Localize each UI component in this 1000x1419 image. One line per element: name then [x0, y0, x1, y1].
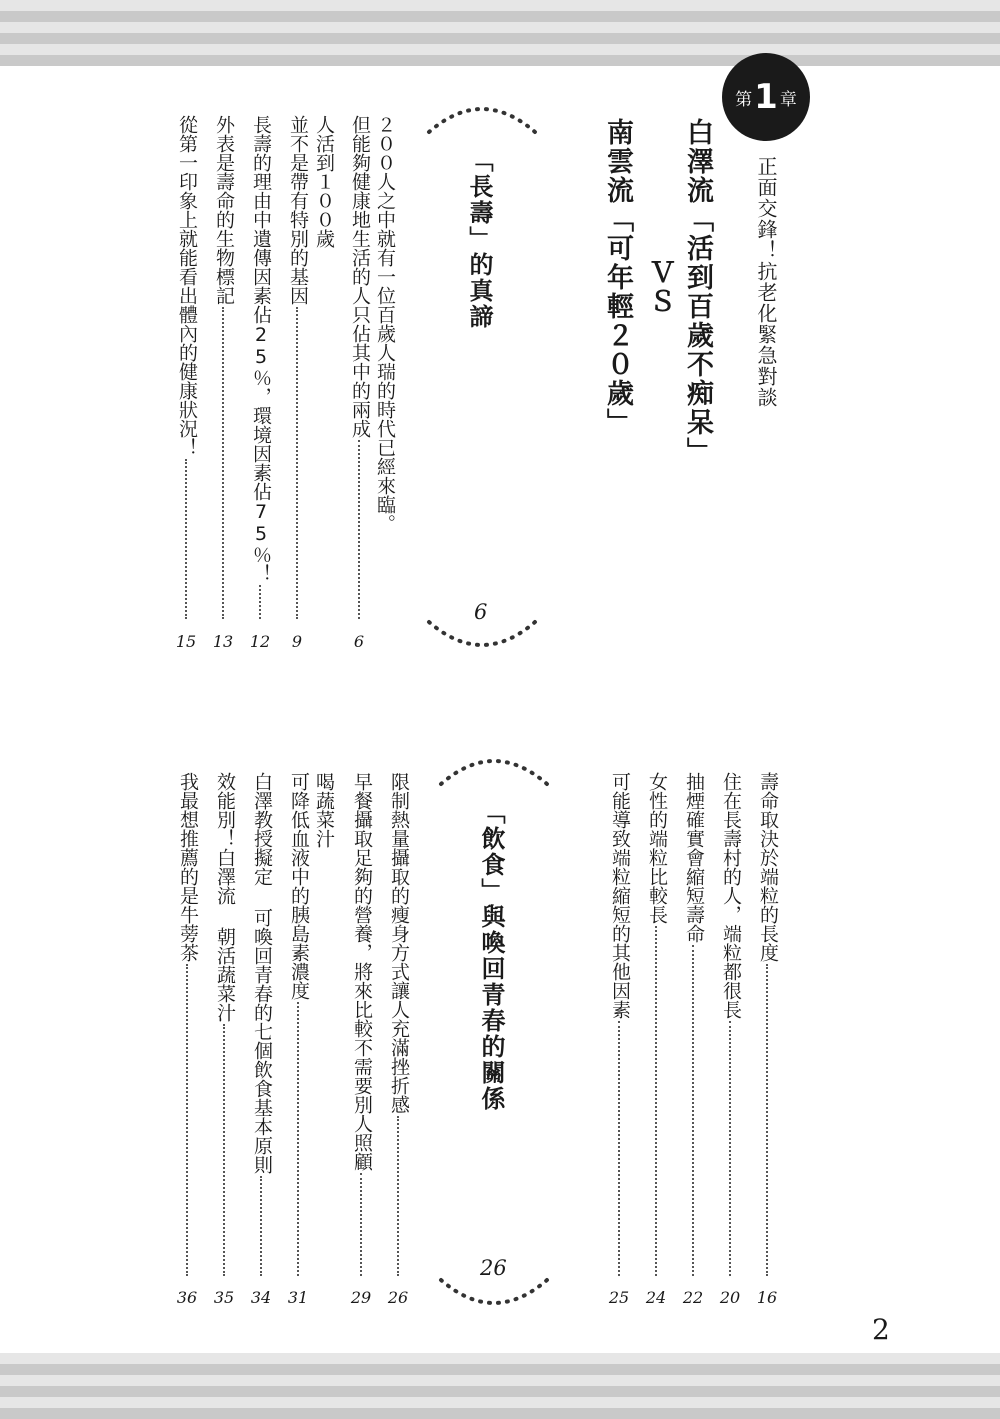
toc-item-s1-2[interactable]: 並不是帶有特別的基因: [282, 115, 312, 625]
leader-dots: [397, 1116, 399, 1276]
page-number: 24: [645, 1288, 667, 1307]
page-number: 9: [291, 632, 303, 651]
page-number: 20: [719, 1288, 741, 1307]
toc-item-s2-2[interactable]: 早餐攝取足夠的營養，將來比較不需要別人照顧: [346, 772, 376, 1282]
toc-item-s1-4[interactable]: 外表是壽命的生物標記: [208, 115, 238, 625]
leader-dots: [692, 945, 694, 1276]
section1-top-arc: [425, 96, 540, 136]
leader-dots: [618, 1021, 620, 1276]
chapter-title-line1: 白澤流「活到百歲不痴呆」: [682, 118, 713, 466]
leader-dots: [729, 1021, 731, 1276]
section1-item1-line1: ２００人之中就有一位百歲人瑞的時代已經來臨。: [374, 115, 396, 533]
chapter-prefix: 第: [735, 89, 753, 110]
toc-item-s2-3[interactable]: 可降低血液中的胰島素濃度: [283, 772, 313, 1282]
leader-dots: [766, 964, 768, 1276]
page-number: 6: [353, 632, 365, 651]
toc-item-s2-6[interactable]: 我最想推薦的是牛蒡茶: [172, 772, 202, 1282]
section2-item3-line1: 喝蔬菜汁: [313, 772, 335, 848]
page-number: 36: [176, 1288, 198, 1307]
page-number: 25: [608, 1288, 630, 1307]
chapter-badge: [722, 53, 810, 141]
bottom-stripes: [0, 1353, 1000, 1419]
toc-item-r-3[interactable]: 抽煙確實會縮短壽命: [678, 772, 708, 1282]
page-number: 34: [250, 1288, 272, 1307]
top-stripes: [0, 0, 1000, 66]
section2-top-arc: [437, 748, 552, 788]
toc-item-s1-3[interactable]: 長壽的理由中遺傳因素佔25％，環境因素佔75％！: [245, 115, 275, 625]
toc-item-r-1[interactable]: 壽命取決於端粒的長度: [752, 772, 782, 1282]
section2-title: 「飲食」與喚回青春的關係: [477, 800, 505, 1112]
toc-item-s2-4[interactable]: 白澤教授擬定 可喚回青春的七個飲食基本原則: [246, 772, 276, 1282]
section1-title: 「長壽」的真諦: [465, 148, 493, 330]
page-number: 15: [175, 632, 197, 651]
section1-item2-line1: 人活到１００歲: [313, 115, 335, 248]
toc-item-r-4[interactable]: 女性的端粒比較長: [641, 772, 671, 1282]
leader-dots: [358, 440, 360, 619]
section1-page: 6: [474, 600, 488, 624]
leader-dots: [185, 459, 187, 619]
chapter-subtitle: 正面交鋒！抗老化緊急對談: [754, 156, 778, 408]
leader-dots: [360, 1173, 362, 1276]
leader-dots: [297, 1002, 299, 1276]
toc-item-s2-1[interactable]: 限制熱量攝取的瘦身方式讓人充滿挫折感: [383, 772, 413, 1282]
page-number: 16: [756, 1288, 778, 1307]
page-number: 26: [387, 1288, 409, 1307]
chapter-title-line2: 南雲流「可年輕２０歲」: [602, 118, 633, 437]
leader-dots: [655, 926, 657, 1276]
leader-dots: [296, 307, 298, 619]
section2-bottom-arc: [437, 1276, 552, 1316]
page-number: 29: [350, 1288, 372, 1307]
toc-item-s1-5[interactable]: 從第一印象上就能看出體內的健康狀況！: [171, 115, 201, 625]
chapter-suffix: 章: [779, 89, 797, 110]
chapter-number: 1: [754, 77, 778, 117]
folio-page-number: 2: [872, 1313, 890, 1346]
page-number: 31: [287, 1288, 309, 1307]
section2-page: 26: [480, 1256, 507, 1280]
toc-item-r-2[interactable]: 住在長壽村的人，端粒都很長: [715, 772, 745, 1282]
page-number: 22: [682, 1288, 704, 1307]
leader-dots: [186, 964, 188, 1276]
page-number: 13: [212, 632, 234, 651]
section1-bottom-arc: [425, 618, 540, 658]
page-number: 12: [249, 632, 271, 651]
leader-dots: [222, 307, 224, 619]
toc-item-r-5[interactable]: 可能導致端粒縮短的其他因素: [604, 772, 634, 1282]
leader-dots: [259, 585, 261, 619]
leader-dots: [260, 1176, 262, 1276]
leader-dots: [223, 1024, 225, 1276]
toc-item-s1-1[interactable]: 但能夠健康地生活的人只佔其中的兩成: [344, 115, 374, 625]
toc-item-s2-5[interactable]: 效能別！白澤流 朝活蔬菜汁: [209, 772, 239, 1282]
page-number: 35: [213, 1288, 235, 1307]
chapter-title-vs: ＶＳ: [644, 258, 675, 316]
